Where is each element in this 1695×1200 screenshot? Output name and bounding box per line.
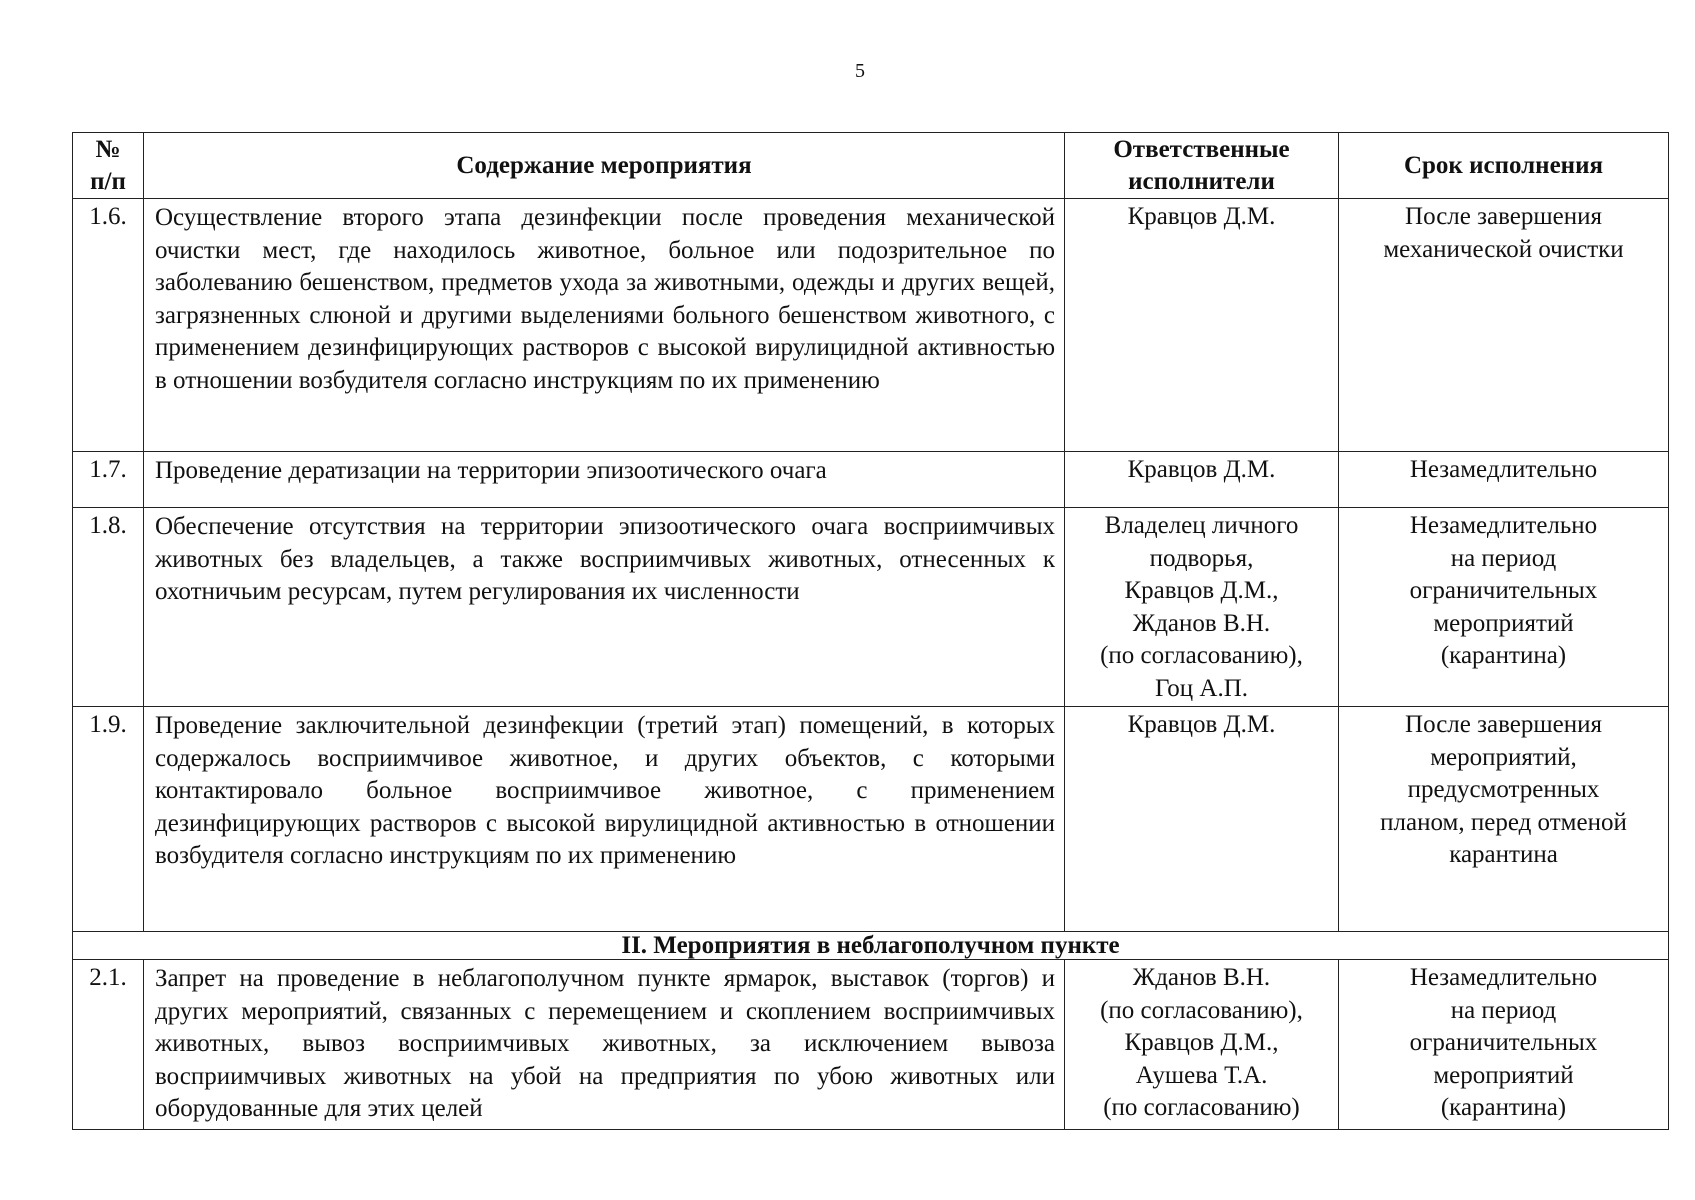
row-number: 1.6. xyxy=(73,199,144,452)
row-responsible: Кравцов Д.М. xyxy=(1065,707,1339,932)
table-row xyxy=(73,508,1669,707)
row-content: Проведение заключительной дезинфекции (третий этап) помещений, в которых содержалось восприимчивое животное, и других объектов, с которыми контактировало больное восприимчивое животное, с применением дезинфицирующих растворов с высокой вирулицидной активностью в отношении возбудителя согласно инструкциям по их применению xyxy=(144,707,1065,932)
row-content: Запрет на проведение в неблагополучном пункте ярмарок, выставок (торгов) и других мероприятий, связанных с перемещением и скоплением восприимчивых животных, вывоз восприимчивых животных, за исключением вывоза восприимчивых животных на убой на предприятия по убою животных или оборудованные для этих целей xyxy=(144,960,1065,1130)
row-responsible: Владелец личного подворья, Кравцов Д.М., Жданов В.Н. (по согласованию), Гоц А.П. xyxy=(1065,508,1339,707)
table-header-row xyxy=(73,133,1669,199)
row-number: 1.8. xyxy=(73,508,144,707)
row-term: Незамедлительно на период ограничительных мероприятий (карантина) xyxy=(1339,508,1669,707)
page-number: 5 xyxy=(855,60,865,82)
row-number: 1.9. xyxy=(73,707,144,932)
header-num: № п/п xyxy=(73,133,144,199)
measures-table xyxy=(72,132,1669,1130)
row-responsible: Жданов В.Н. (по согласованию), Кравцов Д.М., Аушева Т.А. (по согласованию) xyxy=(1065,960,1339,1130)
row-content: Проведение дератизации на территории эпизоотического очага xyxy=(144,452,1065,508)
table-row xyxy=(73,960,1669,1130)
header-content: Содержание мероприятия xyxy=(144,133,1065,199)
row-term: Незамедлительно xyxy=(1339,452,1669,508)
table-row xyxy=(73,707,1669,932)
row-content: Осуществление второго этапа дезинфекции после проведения механической очистки мест, где находилось животное, больное или подозрительное по заболеванию бешенством, предметов ухода за животными, одежды и других вещей, загрязненных слюной и другими выделениями больного бешенством животного, с применением дезинфицирующих растворов с высокой вирулицидной активностью в отношении возбудителя согласно инструкциям по их применению xyxy=(144,199,1065,452)
row-responsible: Кравцов Д.М. xyxy=(1065,452,1339,508)
row-number: 1.7. xyxy=(73,452,144,508)
row-term: После завершения механической очистки xyxy=(1339,199,1669,452)
header-responsible: Ответственные исполнители xyxy=(1065,133,1339,199)
row-term: Незамедлительно на период ограничительных мероприятий (карантина) xyxy=(1339,960,1669,1130)
section-row xyxy=(73,932,1669,960)
section-title: II. Мероприятия в неблагополучном пункте xyxy=(73,932,1669,960)
row-number: 2.1. xyxy=(73,960,144,1130)
header-term: Срок исполнения xyxy=(1339,133,1669,199)
row-term: После завершения мероприятий, предусмотренных планом, перед отменой карантина xyxy=(1339,707,1669,932)
row-responsible: Кравцов Д.М. xyxy=(1065,199,1339,452)
table-row xyxy=(73,199,1669,452)
row-content: Обеспечение отсутствия на территории эпизоотического очага восприимчивых животных без владельцев, а также восприимчивых животных, отнесенных к охотничьим ресурсам, путем регулирования их численности xyxy=(144,508,1065,707)
table-row xyxy=(73,452,1669,508)
